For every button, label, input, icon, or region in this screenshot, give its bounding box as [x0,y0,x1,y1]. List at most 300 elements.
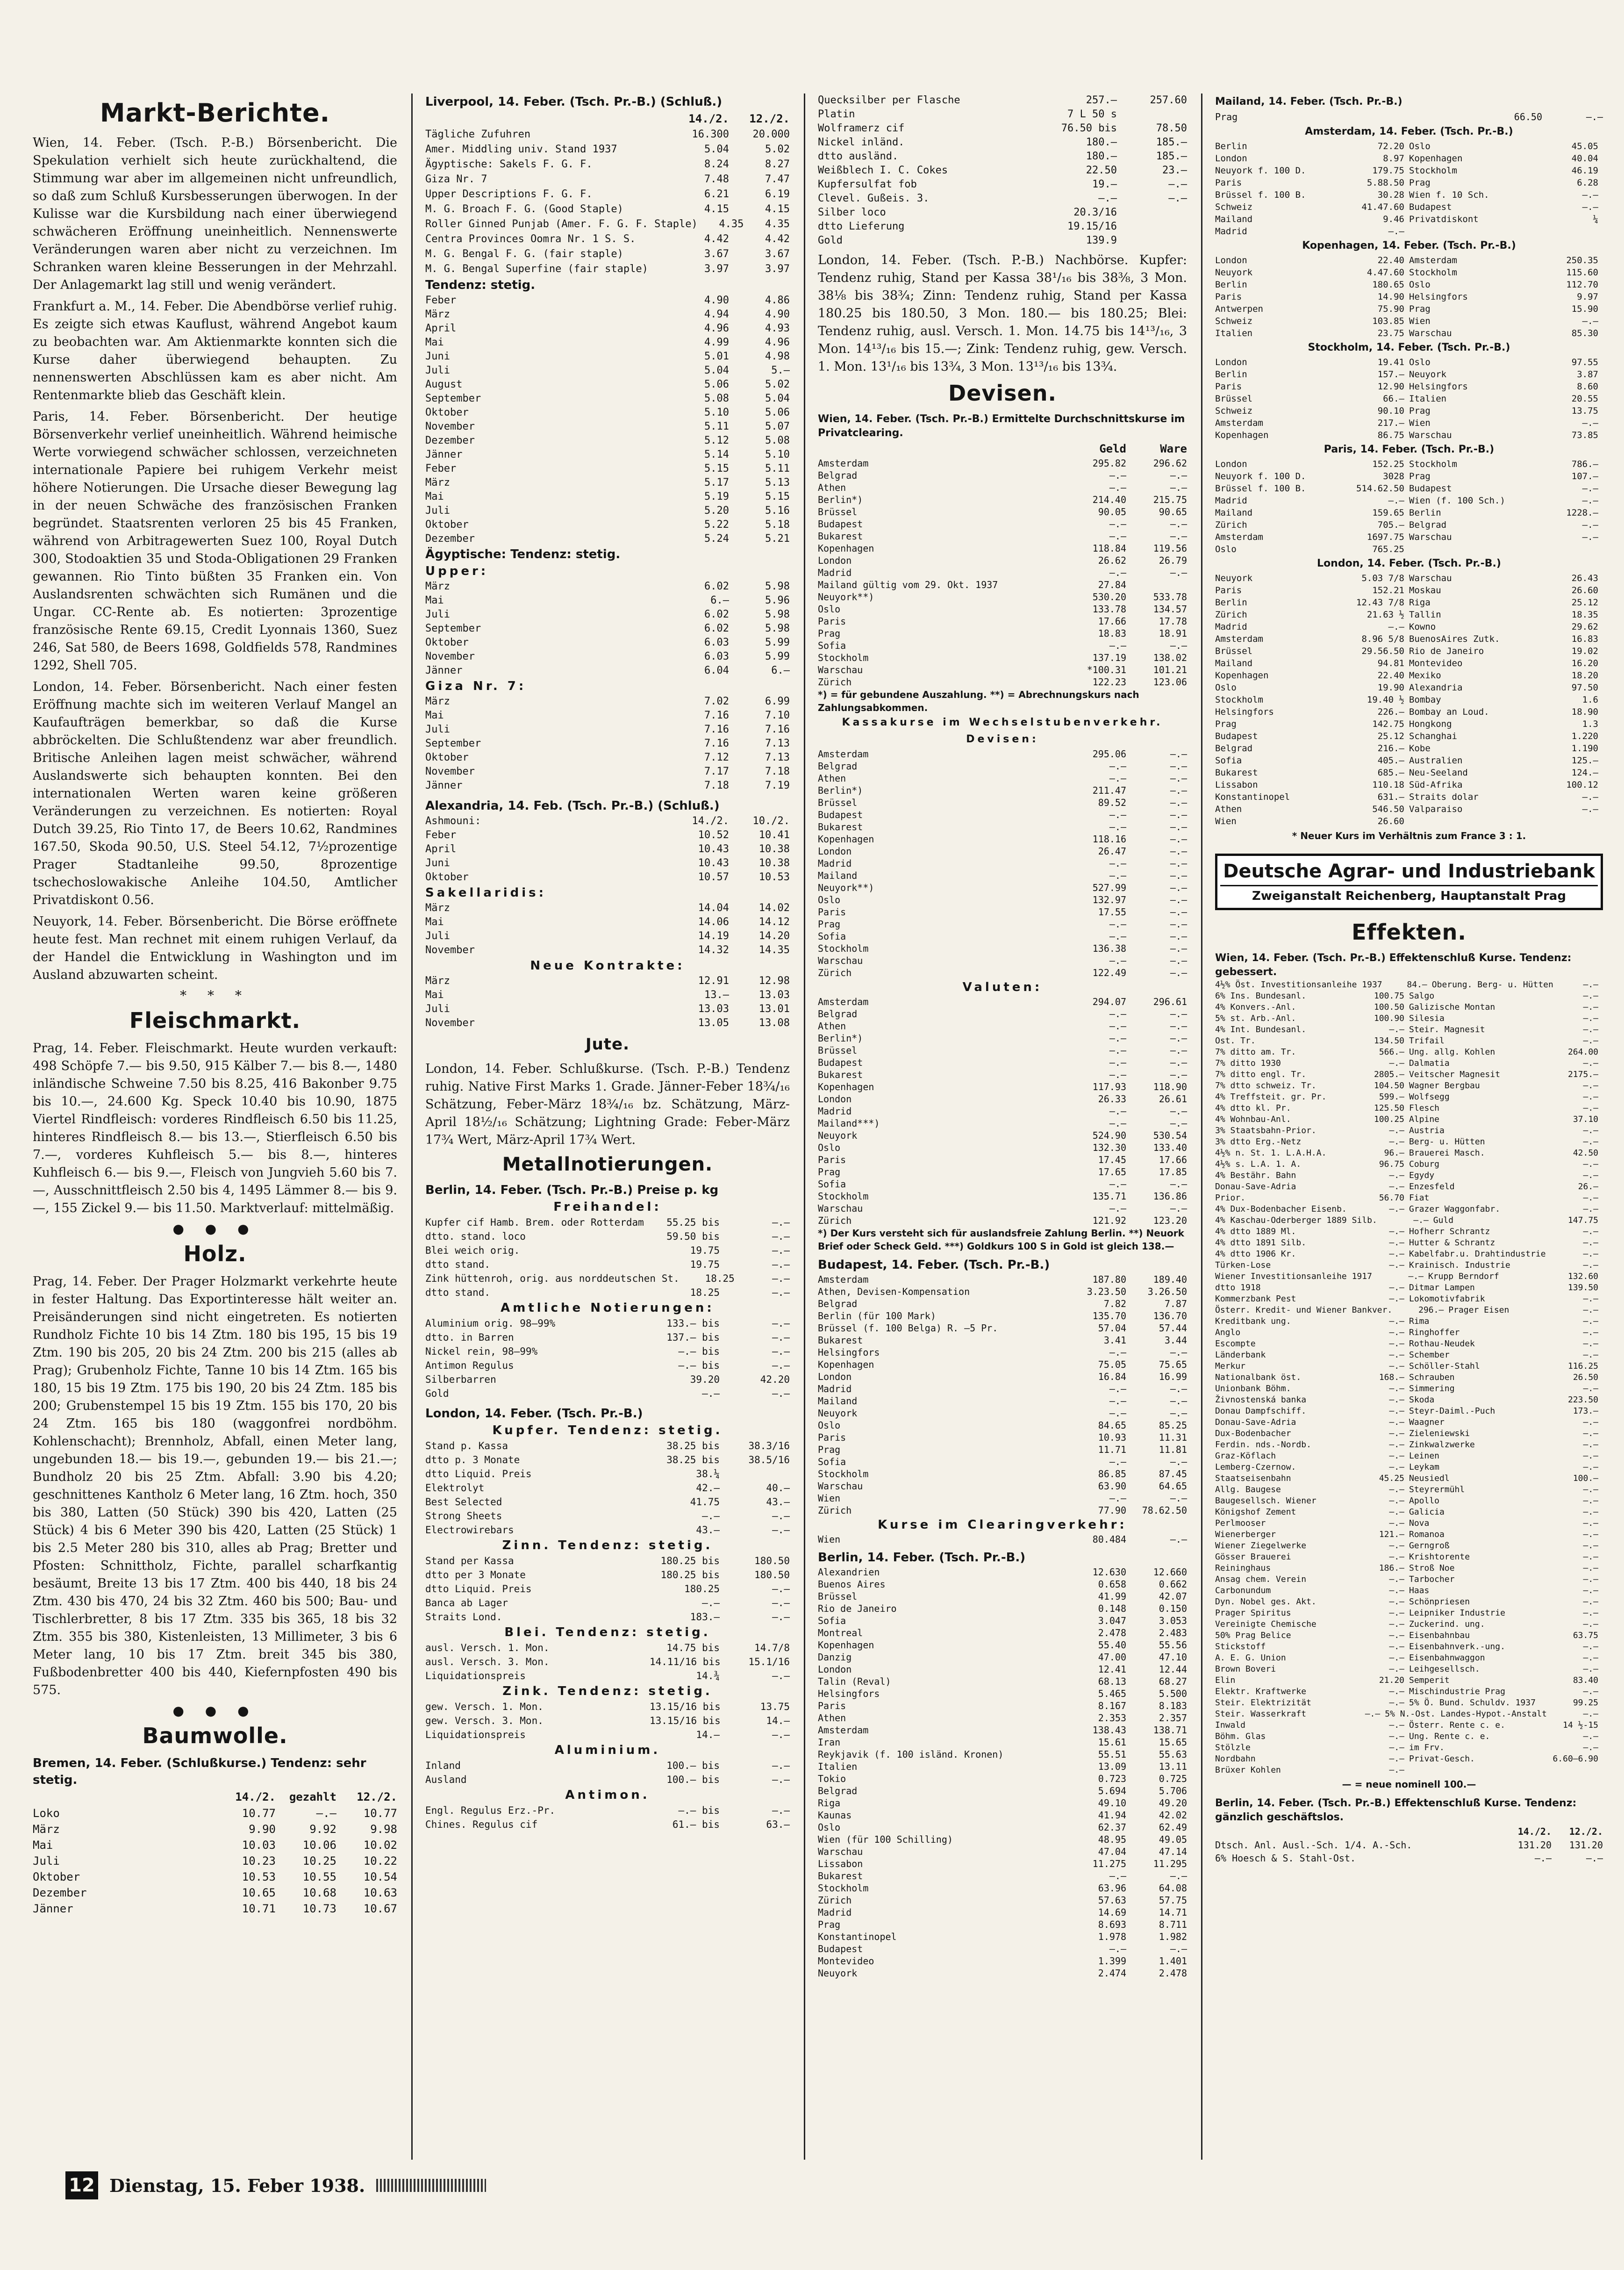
row-value: 17.78 [1159,616,1187,627]
row-label: Steir. Wasserkraft [1215,1709,1307,1719]
row-label: Dtsch. Anl. Ausl.-Sch. 1/4. A.-Sch. [1215,1839,1412,1851]
table-row [818,1444,1187,1456]
row-value: 216.— [1377,743,1404,754]
row-label: M. G. Bengal Superfine (fair staple) [425,263,648,275]
row-value: 29.62 [1571,622,1598,632]
table-row [425,308,790,322]
row-label: Eisenbahnverk.-ung. [1409,1642,1505,1652]
row-label: Budapest [818,1943,863,1954]
zinn-label: Zinn. Tendenz: stetig. [502,1538,713,1552]
row-value: 121.92 [1092,1215,1126,1226]
table-row [818,1590,1187,1602]
table-row [425,1344,790,1358]
row-label: Berlin [1215,141,1247,151]
row-label: Neuyork [1409,369,1447,380]
row-label: Hofherr Schrantz [1409,1227,1490,1236]
row-value: 66.50 [1514,111,1542,122]
row-value: 217.— [1377,418,1404,428]
row-label: Oslo [818,1822,841,1833]
table-row [1215,1305,1603,1316]
table-row [818,882,1187,894]
row-label: Stockholm [818,943,869,954]
row-value: 19.15/16 [1067,221,1117,232]
row-value: —.— [1109,1069,1126,1080]
table-row [425,142,790,157]
amsterdam-head: Amsterdam, 14. Feber. (Tsch. Pr.-B.) [1305,126,1513,137]
row-value: 12.44 [1159,1664,1187,1675]
row-label: Juli [425,1003,450,1015]
table-row [1215,1394,1603,1406]
row-value: 14./2. [692,815,729,827]
row-value: 685.— [1377,768,1404,778]
row-value: 16.83 [1571,634,1598,644]
row-label: Ditmar Lampen [1409,1283,1475,1293]
table-row [1215,356,1603,368]
row-label: Wien (f. 100 Sch.) [1409,496,1505,506]
table-row [1215,1630,1603,1641]
row-value: —.— [772,1318,790,1329]
row-value: 63.75 [1573,1631,1598,1640]
column-3 [818,93,1187,2160]
row-value: 63.96 [1098,1882,1126,1894]
row-value: 7.87 [1164,1298,1187,1309]
row-value: —.— [1170,894,1187,905]
row-label: Ung. allg. Kohlen [1409,1047,1495,1057]
row-value: 2.357 [1159,1712,1187,1724]
row-label: Warschau [818,1846,863,1857]
table-row [818,206,1187,220]
row-label: Stroß Noe [1409,1563,1455,1573]
row-value: 100.50 [1374,1002,1404,1012]
row-label: Prag [1409,406,1431,416]
row-value: 10.71 [242,1902,276,1915]
table-row [1215,1215,1603,1226]
row-value: —.— [1583,1328,1598,1337]
row-value: —.— [1583,1653,1598,1663]
row-label: Veitscher Magnesit [1409,1070,1501,1079]
row-label: Juni [425,351,450,362]
table-row [425,378,790,392]
row-value: —.— [772,1670,790,1681]
zink-table [425,1700,790,1742]
row-value: —.— [1583,1687,1598,1696]
row-value: 4.96 [704,323,729,334]
row-label: Berlin [1215,597,1247,608]
row-label: 4% dtto kl. Pr. [1215,1103,1291,1113]
row-label: M. G. Broach F. G. (Good Staple) [425,203,623,215]
row-value: —.— [1170,870,1187,881]
row-value: 215.75 [1153,494,1187,505]
table-row [425,737,790,751]
row-label: Alexandria [1409,682,1463,693]
row-label: Kopenhagen [818,1639,874,1651]
row-value: —.— [772,1611,790,1623]
row-value: 3.87 [1577,369,1598,380]
row-label: Amsterdam [818,1724,869,1736]
table-row [1215,315,1603,327]
row-value: 96.— [1384,1148,1404,1158]
row-label: März [425,696,450,707]
row-label: 3% Staatsbahn-Prior. [1215,1126,1316,1135]
row-value: —.— [1109,1408,1126,1419]
row-label: Belgrad [818,1008,858,1020]
row-value: 135.71 [1092,1191,1126,1202]
table-row [1215,1765,1603,1776]
table-row [425,1358,790,1372]
row-value: 5.04 [765,393,790,404]
jute-report: London, 14. Feber. Schlußkurse. (Tsch. P.-B.) Tendenz ruhig. Native First Marks 1. Grade. Jänner-Feber 18¾/₁₆ Schätzung, Feber-März 18¾/₁₆ bz. Schätzung, März-April 18½/₁₆ Schätzung; Lightning Grade: Feber-März 17¾ Wert, März-April 17¾ Wert. [425,1062,790,1147]
row-value: 0.723 [1098,1773,1126,1784]
row-value: 765.25 [1372,544,1404,554]
devisen-sub: Wien, 14. Feber. (Tsch. Pr.-B.) Ermittelte Durchschnittskurse im Privatclearing. [818,413,1185,439]
row-value: 180.25 [684,1583,720,1595]
table-row [1215,730,1603,742]
row-label: Paris [1215,381,1242,392]
row-label: Warschau [818,1203,863,1214]
row-value: —.— [1170,858,1187,869]
table-row [818,1371,1187,1383]
row-value: —.— [1389,1485,1404,1494]
row-label: Platin [818,108,855,120]
row-value: 138.71 [1153,1724,1187,1736]
row-value: —.— [1170,967,1187,978]
row-value: —.— [1170,761,1187,772]
row-label: Bombay an Loud. [1409,707,1489,717]
sakel-table [425,901,790,957]
row-value: 4.15 [765,203,790,215]
table-row [1215,1058,1603,1069]
row-value: 173.— [1573,1406,1598,1416]
row-value: 26.79 [1159,555,1187,566]
table-row [1215,1742,1603,1753]
row-value: 5.465 [1098,1688,1126,1699]
table-row [818,1032,1187,1044]
row-value: 4.98 [765,351,790,362]
row-label: dtto stand. [425,1287,491,1298]
row-label: Wienerberger [1215,1530,1276,1539]
row-label: Kobe [1409,743,1431,754]
row-label: dtto p. 3 Monate [425,1454,520,1465]
column-rule [411,93,413,2160]
table-row [1215,815,1603,827]
row-value: 142.75 [1372,719,1404,729]
row-value: 11.81 [1159,1444,1187,1455]
row-value: 45.25 [1379,1473,1404,1483]
row-value: —.— [1582,792,1598,802]
row-label: Egydy [1409,1171,1435,1180]
row-value: 49.05 [1159,1834,1187,1845]
table-row [425,406,790,420]
row-value: —.— [1389,1058,1404,1068]
clearing-label: Kurse im Clearingverkehr: [878,1518,1127,1532]
row-value: 5.16 [765,505,790,517]
row-value: 16.99 [1159,1371,1187,1382]
row-label: Brüssel [1215,646,1253,656]
row-value: —.— [1109,1203,1126,1214]
table-row [425,392,790,406]
table-row [1215,791,1603,803]
table-row [818,869,1187,882]
row-value: 10.73 [302,1902,336,1915]
table-row [818,918,1187,930]
row-value: 3.047 [1098,1615,1126,1626]
row-value: 103.85 [1372,316,1404,326]
row-label: Prag [818,1166,841,1178]
row-label: Elin [1215,1675,1236,1685]
row-value: 22.40 [1377,255,1404,266]
row-value: 6.99 [765,696,790,707]
row-value: —.— [1389,1698,1404,1708]
row-value: —.— [1583,1171,1598,1180]
table-row [1215,1383,1603,1394]
row-label: Kabelfabr.u. Drahtindustrie [1409,1249,1546,1259]
row-label: Prager Eisen [1448,1305,1510,1315]
row-value: —.— [1389,1182,1404,1192]
table-row [818,1298,1187,1310]
row-label: A. E. G. Union [1215,1653,1286,1663]
kassa-table [818,748,1187,979]
row-value: 7.16 [704,724,729,735]
row-label: Romanoa [1409,1530,1445,1539]
row-value: 136.38 [1092,943,1126,954]
heading-holz: Holz. [183,1241,247,1266]
row-label: Feber [425,829,457,841]
row-label: Ägyptische: Sakels F. G. F. [425,158,593,170]
row-value: 17.65 [1098,1166,1126,1178]
berlin-effekten-cols: 14./2. 12./2. [1517,1826,1603,1837]
row-value: 7.18 [765,766,790,777]
table-row [1215,1563,1603,1574]
row-value: 26.60 [1377,816,1404,826]
row-label [1409,815,1547,827]
row-value: 159.65 [1372,508,1404,518]
row-label: Juni [425,857,450,869]
row-value: —.— [1168,179,1187,190]
row-value: 14.69 [1098,1907,1126,1918]
row-value: —.— [1389,1350,1404,1360]
row-label: Kopenhagen [818,543,874,554]
row-value: 25.12 [1571,597,1598,608]
row-value: 62.49 [1159,1822,1187,1833]
row-label: Živnostenská banka [1215,1395,1307,1405]
row-label: dtto Liquid. Preis [425,1583,532,1595]
table-row [818,1468,1187,1480]
row-value: 7.82 [1103,1298,1126,1309]
table-row [818,1081,1187,1093]
row-label: Kreditbank ung. [1215,1316,1291,1326]
mailand-head: Mailand, 14. Feber. (Tsch. Pr.-B.) [1215,96,1402,108]
row-value: —.— [1389,1339,1404,1349]
row-label: April [425,843,457,855]
row-label: Privat-Gesch. [1409,1754,1475,1764]
row-value: 5.88.50 [1366,178,1404,188]
row-label: Ung. Rente c. e. [1409,1731,1490,1741]
row-value: —.— [1582,496,1598,506]
row-value: —.— [1389,1518,1404,1528]
row-value: —.— [1109,919,1126,930]
row-label: Brüssel f. 100 B. [1215,483,1306,494]
row-label: Mailand [1215,658,1253,668]
row-label: Montevideo [1409,658,1463,668]
row-label: Prior. [1215,1193,1246,1203]
row-value: —.— [1389,1260,1404,1270]
table-row [1215,1002,1603,1013]
table-row [818,1395,1187,1407]
row-label: gew. Versch. 1. Mon. [425,1701,544,1712]
row-value: —.— [1109,567,1126,578]
row-value: 5.— [771,365,790,376]
row-label: Amsterdam [818,458,869,469]
row-value: 180.50 [754,1569,790,1580]
row-label: Lemberg-Czernow. [1215,1462,1296,1472]
table-row [425,172,790,187]
table-row [425,364,790,378]
row-label: Sofia [818,1615,846,1626]
table-row [1215,1125,1603,1136]
row-value: —.— [1170,955,1187,966]
row-value: 5.24 [704,533,729,545]
row-value: —.— [772,1583,790,1595]
row-value: 55.63 [1159,1749,1187,1760]
table-row [425,974,790,988]
row-value: —.— [1109,1347,1126,1358]
row-value: 137.19 [1092,652,1126,663]
row-value: 4.35 [719,218,744,230]
row-value: —.— [1583,1013,1598,1023]
row-value: —.— [1170,931,1187,942]
heading-markt-berichte: Markt-Berichte. [100,98,330,128]
table-row [818,1639,1187,1651]
table-row [425,842,790,856]
paris-head: Paris, 14. Feber. (Tsch. Pr.-B.) [1324,444,1495,455]
row-value: 5.22 [704,519,729,531]
row-value: 41.47.60 [1361,202,1404,212]
row-value: 10.67 [363,1902,397,1915]
alexandria-table [425,814,790,884]
row-value: —.— [1583,1025,1598,1034]
table-row [1215,1024,1603,1035]
table-row [1215,381,1603,393]
row-value: 185.— [1156,136,1187,148]
row-label: Baugesellsch. Wiener [1215,1496,1316,1506]
row-label: Lissabon [818,1858,863,1869]
row-value: —.— [772,1273,790,1284]
london-note: * Neuer Kurs im Verhältnis zum France 3 : 1. [1292,830,1526,841]
table-row [818,1821,1187,1833]
row-value: —.— [772,1287,790,1298]
row-value: 100.12 [1566,780,1598,790]
row-label: Tägliche Zufuhren [425,129,531,140]
row-value: —.— [1170,1033,1187,1044]
row-value: —.— [1109,1118,1126,1129]
row-label: März [425,477,450,488]
row-value: 9.90 [249,1823,276,1836]
row-value: 125.— [1571,755,1598,766]
stockholm-head: Stockholm, 14. Feber. (Tsch. Pr.-B.) [1308,342,1510,353]
row-value: 10.03 [242,1839,276,1852]
row-label: Kopenhagen [1215,430,1269,440]
row-value: —.— [1170,1534,1187,1545]
row-value: —.— [1170,773,1187,784]
row-label: Steyrermühl [1409,1485,1465,1494]
row-label: Trifail [1409,1036,1445,1046]
column-1 [33,93,397,2160]
row-value: 118.84 [1092,543,1126,554]
row-label: Brüssel f. 100 B. [1215,190,1306,200]
row-value: 25.12 [1377,731,1404,741]
table-row [1215,201,1603,213]
upper-label: Upper: [425,564,489,578]
row-label: Prag [1409,304,1431,314]
table-row [425,1316,790,1330]
row-value: —.— [1170,833,1187,845]
row-label: Oktober [425,752,469,763]
row-value: —.— [1583,1664,1598,1674]
row-value: 14.¾ [696,1670,720,1681]
row-value: —.— [1109,809,1126,820]
table-row [818,1688,1187,1700]
row-label: Jänner [425,780,463,791]
row-value: 132.60 [1567,1271,1598,1281]
row-value: —.— [1583,1619,1598,1629]
row-label: Warschau [818,955,863,966]
table-row [1215,1473,1603,1484]
table-row [425,532,790,546]
liverpool-months-table [425,294,790,546]
row-value: —.— [1109,1383,1126,1394]
row-label: Oslo [818,894,841,905]
row-value: 122.49 [1092,967,1126,978]
row-value: 7.13 [765,738,790,749]
row-value: 5.04 [704,144,729,155]
row-value: —.— [1389,1731,1404,1741]
table-row [1215,368,1603,381]
table-row [1215,1428,1603,1439]
row-label: Alexandrien [818,1566,880,1578]
row-value: 75.65 [1159,1359,1187,1370]
column-rule [804,93,805,2160]
row-label: Centra Provinces Oomra Nr. 1 S. S. [425,233,636,245]
row-label: Neuyork f. 100 D. [1215,471,1306,481]
row-label: Zürich [818,967,852,978]
table-row [425,1523,790,1537]
row-label: September [425,623,481,634]
alu-label: Aluminium. [554,1743,661,1757]
row-label: Montevideo [818,1955,874,1967]
row-value: —.— [1583,1586,1598,1595]
row-value: 2.478 [1159,1968,1187,1979]
row-value: 168.— [1379,1372,1404,1382]
row-label: Juli [33,1854,60,1868]
column-4 [1215,93,1603,2160]
row-label: Kopenhagen [818,1081,874,1092]
row-value: 42.02 [1159,1810,1187,1821]
table-row [818,639,1187,652]
row-value: 5.14 [704,449,729,460]
table-row [818,178,1187,192]
row-value: 4.90 [765,309,790,320]
row-value: 211.47 [1092,785,1126,796]
row-value: 14.— [696,1729,720,1740]
row-label: Oktober [425,519,469,531]
row-label: Ferdin. nds.-Nordb. [1215,1440,1311,1450]
row-value: 180.50 [754,1555,790,1566]
row-value: 136.86 [1153,1191,1187,1202]
row-label: Stölzle [1215,1743,1251,1753]
row-value: 10.22 [363,1854,397,1868]
row-value: —.— [1389,1238,1404,1248]
row-value: 13.03 [698,1003,729,1015]
